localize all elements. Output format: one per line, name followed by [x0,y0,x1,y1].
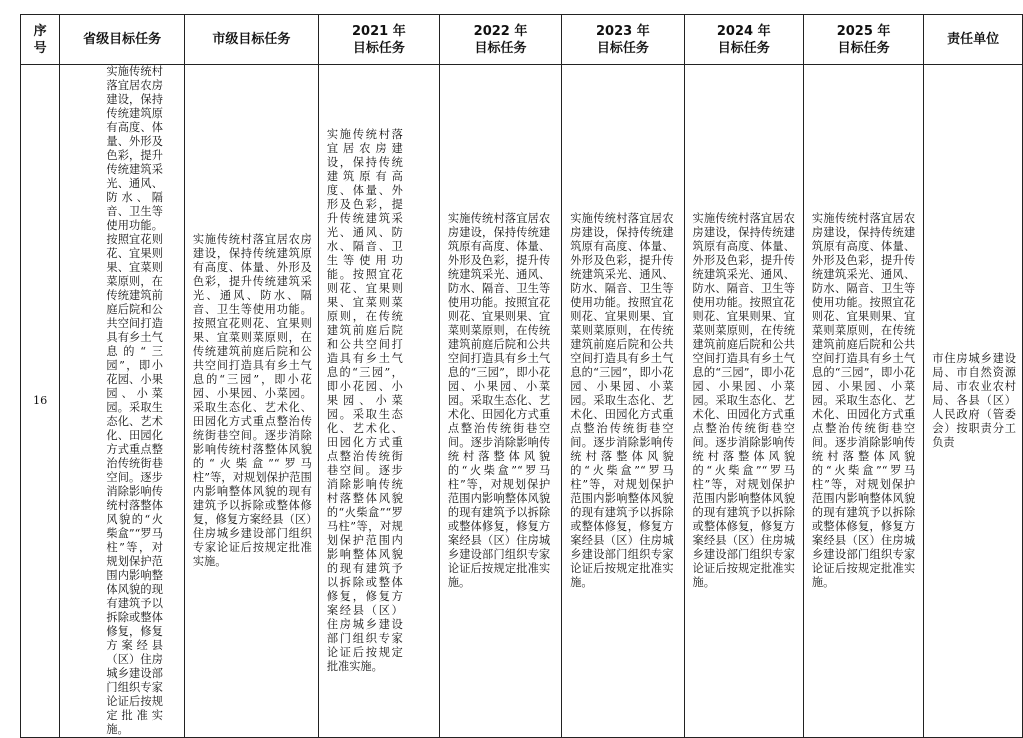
header-2024-task: 2024 年 目标任务 [684,15,803,65]
cell-city-task [184,65,318,738]
task-2021-text: 实施传统村落宜居农房建设，保持传统建筑原有高度、体量、外形及色彩，提升传统建筑采光、通风、防水、隔音、卫生等使用功能。按照宜花则花、宜果则果、宜菜则菜原则，在传统建筑前庭后院和公共空间打造具有乡土气息的“三园”，即小花园、小果园、小菜园。采取生态化、艺术化、田园化方式重点整治传统街巷空间。逐步消除影响传统村落整体风貌的“火柴盒”“罗马柱”等，对规划保护范围内影响整体风貌的现有建筑予以拆除或整体修复，修复方案经县（区）住房城乡建设部门组织专家论证后按规定批准实施。 [326,128,403,673]
task-2023-text: 实施传统村落宜居农房建设，保持传统建筑原有高度、体量、外形及色彩，提升传统建筑采光、通风、防水、隔音、卫生等使用功能。按照宜花则花、宜果则果、宜菜则菜原则，在传统建筑前庭后院和公共空间打造具有乡土气息的“三园”，即小花园、小果园、小菜园。采取生态化、艺术化、田园化方式重点整治传统街巷空间。逐步消除影响传统村落整体风貌的“火柴盒”“罗马柱”等，对规划保护范围内影响整体风貌的现有建筑予以拆除或整体修复，修复方案经县（区）住房城乡建设部门组织专家论证后按规定批准实施。 [570,212,674,589]
header-seq: 序 号 [21,15,60,65]
task-2022-text: 实施传统村落宜居农房建设，保持传统建筑原有高度、体量、外形及色彩，提升传统建筑采光、通风、防水、隔音、卫生等使用功能。按照宜花则花、宜果则果、宜菜则菜原则，在传统建筑前庭后院和公共空间打造具有乡土气息的“三园”，即小花园、小果园、小菜园。采取生态化、艺术化、田园化方式重点整治传统街巷空间。逐步消除影响传统村落整体风貌的“火柴盒”“罗马柱”等，对规划保护范围内影响整体风貌的现有建筑予以拆除或整体修复，修复方案经县（区）住房城乡建设部门组织专家论证后按规定批准实施。 [447,212,551,589]
cell-2025-task [803,65,923,738]
header-2021-task: 2021 年 目标任务 [318,15,439,65]
responsible-unit-text: 市住房城乡建设局、市自然资源局、市农业农村局、各县（区）人民政府（管委会）按职责分工负责 [932,352,1016,449]
cell-responsible-unit [924,65,1023,738]
province-task-text: 实施传统村落宜居农房建设，保持传统建筑原有高度、体量、外形及色彩，提升传统建筑采光、通风、防水、隔音、卫生等使用功能。按照宜花则花、宜果则果、宜菜则菜原则，在传统建筑前庭后院和公共空间打造具有乡土气息的“三园”，即小花园、小果园、小菜园。采取生态化、艺术化、田园化方式重点整治传统街巷空间。逐步消除影响传统村落整体风貌的“火柴盒”“罗马柱”等，对规划保护范围内影响整体风貌的现有建筑予以拆除或整体修复，修复方案经县（区）住房城乡建设部门组织专家论证后按规定批准实施。 [106,65,163,736]
table-row [21,65,1023,738]
header-2022-task: 2022 年 目标任务 [439,15,561,65]
cell-2024-task [684,65,803,738]
header-city-task: 市级目标任务 [184,15,318,65]
row-seq: 16 [21,65,60,738]
header-2025-task: 2025 年 目标任务 [803,15,923,65]
cell-2022-task [439,65,561,738]
header-2023-task: 2023 年 目标任务 [562,15,684,65]
task-2025-text: 实施传统村落宜居农房建设，保持传统建筑原有高度、体量、外形及色彩，提升传统建筑采光、通风、防水、隔音、卫生等使用功能。按照宜花则花、宜果则果、宜菜则菜原则，在传统建筑前庭后院和公共空间打造具有乡土气息的“三园”，即小花园、小果园、小菜园。采取生态化、艺术化、田园化方式重点整治传统街巷空间。逐步消除影响传统村落整体风貌的“火柴盒”“罗马柱”等，对规划保护范围内影响整体风貌的现有建筑予以拆除或整体修复，修复方案经县（区）住房城乡建设部门组织专家论证后按规定批准实施。 [811,212,916,589]
header-responsible-unit: 责任单位 [924,15,1023,65]
cell-2021-task [318,65,439,738]
header-province-task: 省级目标任务 [60,15,185,65]
cell-2023-task [562,65,684,738]
task-2024-text: 实施传统村落宜居农房建设，保持传统建筑原有高度、体量、外形及色彩，提升传统建筑采光、通风、防水、隔音、卫生等使用功能。按照宜花则花、宜果则果、宜菜则菜原则，在传统建筑前庭后院和公共空间打造具有乡土气息的“三园”，即小花园、小果园、小菜园。采取生态化、艺术化、田园化方式重点整治传统街巷空间。逐步消除影响传统村落整体风貌的“火柴盒”“罗马柱”等，对规划保护范围内影响整体风貌的现有建筑予以拆除或整体修复，修复方案经县（区）住房城乡建设部门组织专家论证后按规定批准实施。 [692,212,795,589]
city-task-text: 实施传统村落宜居农房建设，保持传统建筑原有高度、体量、外形及色彩，提升传统建筑采光、通风、防水、隔音、卫生等使用功能。按照宜花则花、宜果则果、宜菜则菜原则，在传统建筑前庭后院和公共空间打造具有乡土气息的“三园”，即小花园、小果园、小菜园。采取生态化、艺术化、田园化方式重点整治传统街巷空间。逐步消除影响传统村落整体风貌的“火柴盒”“罗马柱”等，对规划保护范围内影响整体风貌的现有建筑予以拆除或整体修复，修复方案经县（区）住房城乡建设部门组织专家论证后按规定批准实施。 [192,233,312,568]
cell-province-task [60,65,185,738]
header-row [21,15,1023,65]
target-task-table [20,14,1023,738]
